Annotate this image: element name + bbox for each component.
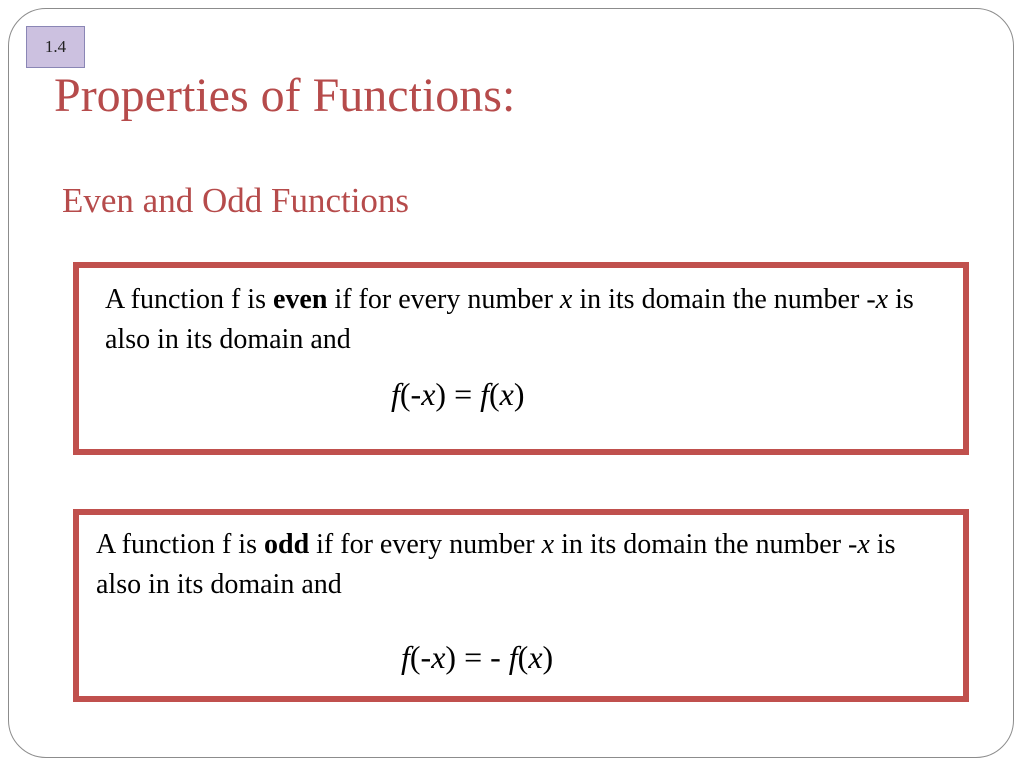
odd-formula-lhs-var: x: [431, 639, 446, 675]
slide-subtitle: Even and Odd Functions: [62, 181, 410, 220]
odd-text-mid: if for every number: [309, 529, 542, 560]
even-formula-lhs-close: ): [435, 376, 447, 412]
even-neg-variable: -x: [866, 284, 889, 315]
even-text-start: A function f is: [105, 284, 273, 315]
even-variable: x: [559, 284, 573, 315]
even-text-end: is also in its domain and: [105, 284, 914, 355]
odd-text-mid2: in its domain the number: [554, 529, 849, 560]
even-formula-lhs-func: f: [391, 376, 400, 412]
even-text-mid: if for every number: [327, 284, 560, 315]
even-keyword: even: [273, 284, 328, 315]
odd-text-end: is also in its domain and: [96, 529, 896, 600]
odd-formula-lhs-func: f: [401, 639, 410, 675]
odd-text-start: A function f is: [96, 529, 264, 560]
even-formula-rhs-open: (: [489, 376, 500, 412]
even-formula: [391, 376, 525, 413]
even-formula-equals: =: [446, 376, 481, 412]
even-text-mid2: in its domain the number: [572, 284, 867, 315]
even-formula-rhs-close: ): [513, 376, 525, 412]
odd-formula-equals: = -: [456, 639, 509, 675]
section-number: 1.4: [44, 37, 67, 56]
odd-formula: [401, 639, 553, 676]
odd-variable: x: [541, 529, 555, 560]
odd-formula-rhs-close: ): [542, 639, 554, 675]
even-definition-box: [73, 262, 969, 455]
even-formula-rhs-var: x: [499, 376, 514, 412]
odd-neg-variable: -x: [848, 529, 870, 560]
odd-formula-rhs-open: (: [517, 639, 529, 675]
odd-definition-text: [96, 525, 936, 605]
even-formula-lhs-open: (-: [399, 376, 422, 412]
odd-formula-rhs-func: f: [508, 639, 518, 675]
even-formula-lhs-var: x: [421, 376, 436, 412]
odd-definition-box: [73, 509, 969, 702]
even-formula-rhs-func: f: [480, 376, 489, 412]
odd-keyword: odd: [264, 529, 310, 560]
odd-formula-rhs-var: x: [528, 639, 543, 675]
section-number-badge: [26, 26, 85, 68]
even-definition-text: [105, 280, 945, 360]
odd-formula-lhs-close: ): [445, 639, 457, 675]
slide-title: Properties of Functions:: [54, 69, 516, 122]
odd-formula-lhs-open: (-: [409, 639, 432, 675]
